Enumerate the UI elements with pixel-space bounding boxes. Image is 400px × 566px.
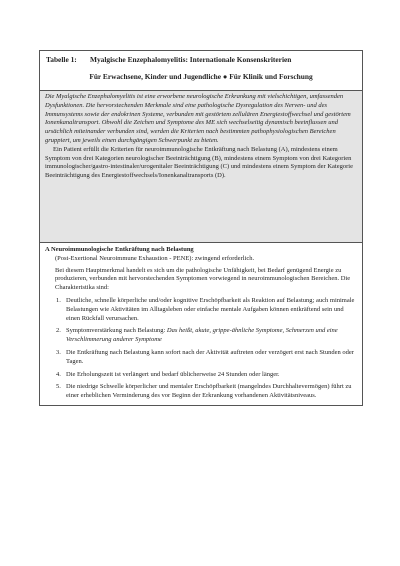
criteria-table	[39, 50, 363, 406]
table-title	[46, 55, 291, 64]
list-item	[45, 297, 357, 323]
definition-text: Die Myalgische Enzephalomyelitis ist eine erworbene neurologische Erkrankung mit vielschichtigen, umfassenden Dysfunktionen. Die hervorstechenden Merkmale sind eine pathologische Dysregulation des Nerven- und des Immunsystems sowie der endokrinen Systeme, verbunden mit gestörtem zellulären Energiestoffwechsel und gestörtem Ionenkanaltransport. Obwohl die Zeichen und Symptome des ME sich wechselseitig dynamisch beeinflussen und ursächlich miteinander verbunden sind, werden die Kriterien nach bestimmten pathophysiologischen Bereichen gruppiert, um jeweils einen durchgängigen Schwerpunkt zu bieten.	[45, 93, 351, 144]
list-item-text: Die niedrige Schwelle körperlicher und mentaler Erschöpfbarkeit (mangelndes Durchhaltevermögen) führt zu einer erheblichen Verminderung des vor Beginn der Erkrankung vorhandenen Aktivitätsniveaus.	[66, 383, 352, 400]
criteria-summary: Ein Patient erfüllt die Kriterien für neuroimmunologische Entkräftung nach Belastung (A), mindestens einem Symptom von drei Kategorien neurologischer Beeinträchtigung (B), mindestens einem Symptom von drei Kategorien immunologischer/gastro-intestinaler/urogenitaler Beeinträchtigung (C) und mindestens einem Symptom der Kategorie Beeinträchtigung des Energiestoffwechsels/Ionenkanaltransports (D).	[45, 145, 353, 180]
table-label: Tabelle 1:	[46, 55, 77, 64]
list-item	[45, 349, 357, 367]
definition-box	[40, 91, 362, 243]
section-a-list	[45, 297, 357, 401]
section-a-heading: A Neuroimmunologische Entkräftung nach Belastung	[45, 246, 194, 253]
table-title-text: Myalgische Enzephalomyelitis: Internationale Konsenskriterien	[90, 55, 292, 64]
list-item-text: Symptomverstärkung nach Belastung:	[66, 327, 167, 335]
section-a-subheading: (Post-Exertional Neuroimmune Exhaustion - PENE): zwingend erforderlich.	[55, 254, 255, 262]
section-a	[40, 243, 362, 401]
list-item-number: 3.	[56, 348, 61, 356]
list-item-text: Die Entkräftung nach Belastung kann sofort nach der Aktivität auftreten oder verzögert erst nach Stunden oder Tagen.	[66, 348, 354, 365]
list-item-number: 1.	[56, 296, 61, 304]
list-item-text: Die Erholungszeit ist verlängert und bedarf üblicherweise 24 Stunden oder länger.	[66, 370, 280, 378]
list-item-text: Deutliche, schnelle körperliche und/oder kognitive Erschöpfbarkeit als Reaktion auf Belastung; auch minimale Belastungen wie Aktivitäten im Alltagsleben oder einfache mentale Aufgaben können entkräftend sein und einen Rückfall verursachen.	[66, 296, 355, 322]
list-item-number: 4.	[56, 370, 61, 378]
list-item-number: 2.	[56, 327, 61, 335]
table-subtitle: Für Erwachsene, Kinder und Jugendliche ● Für Klinik und Forschung	[89, 72, 313, 81]
list-item	[45, 327, 357, 345]
list-item-number: 5.	[56, 383, 61, 391]
list-item	[45, 383, 357, 401]
table-title-row	[40, 51, 362, 91]
list-item-text-italic: Das heißt, akute, grippe-ähnliche Symptome, Schmerzen und eine Verschlimmerung anderer Symptome	[66, 327, 338, 344]
section-a-intro: Bei diesem Hauptmerkmal handelt es sich um die pathologische Unfähigkeit, bei Bedarf genügend Energie zu produzieren, verbunden mit hervorstechenden Symptomen vorwiegend in neuroimmunologischen Bereichen. Die Charakteristika sind:	[55, 266, 351, 292]
list-item	[45, 371, 357, 380]
